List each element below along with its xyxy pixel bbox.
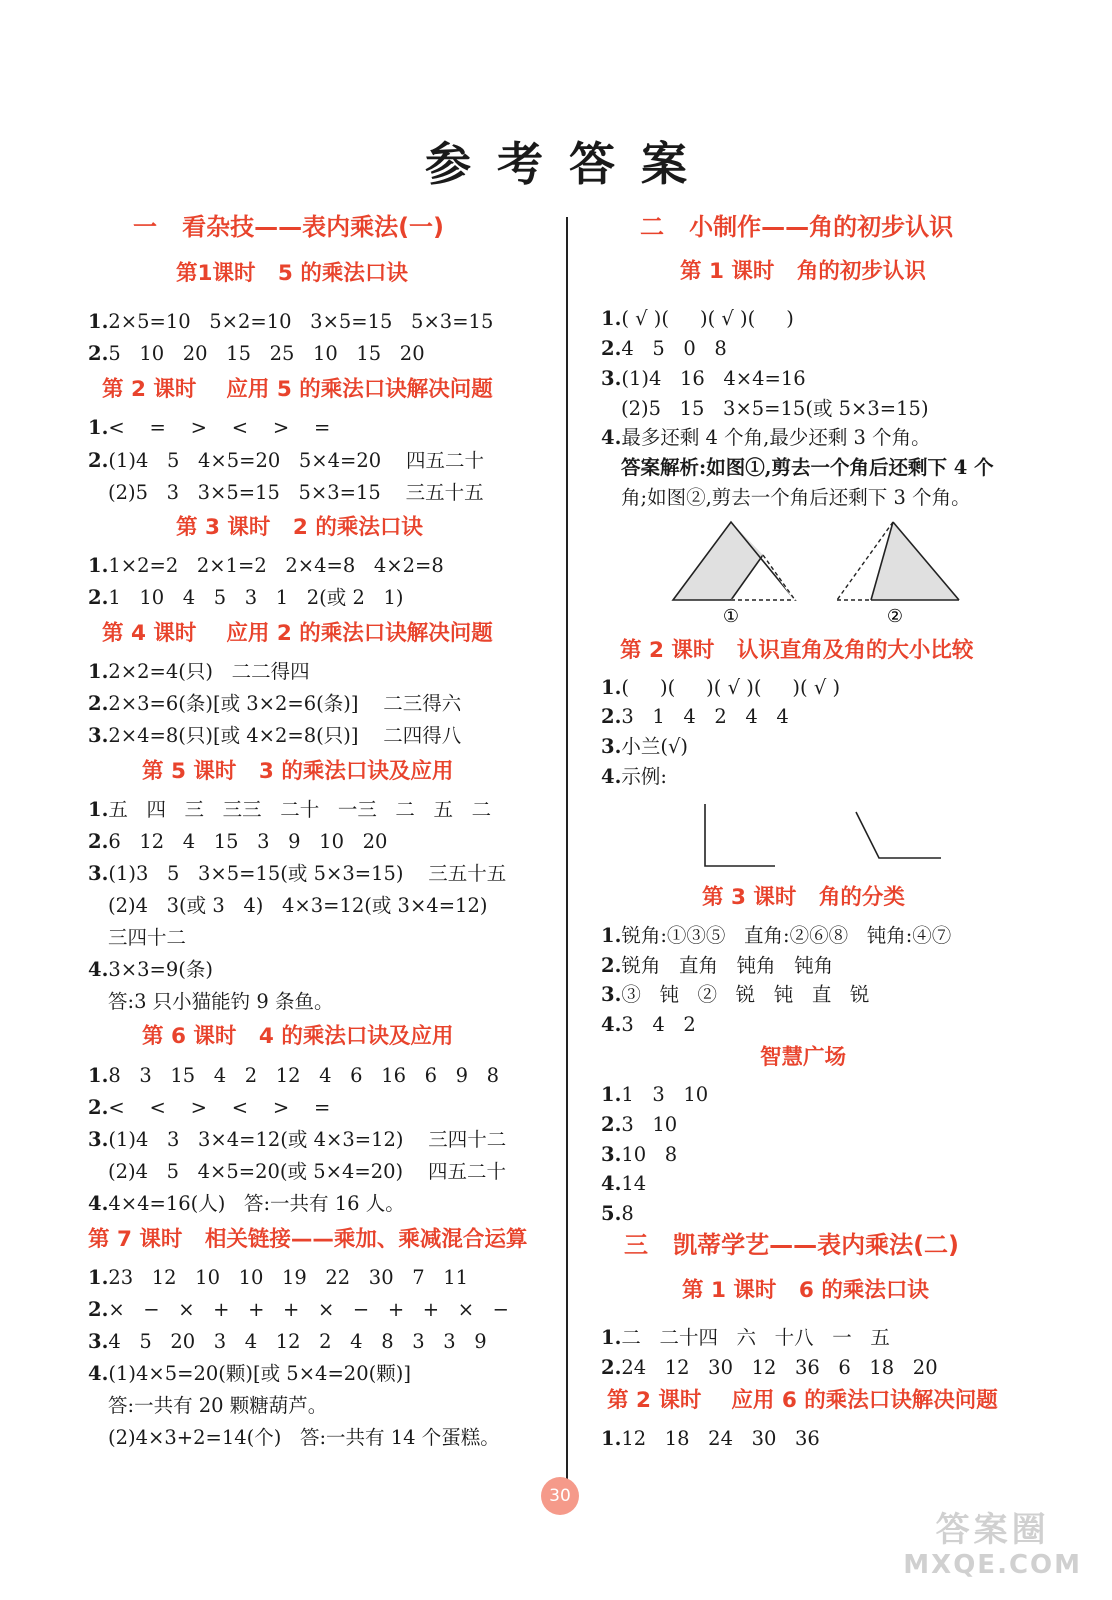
watermark-text: 答案圈	[935, 1510, 1050, 1550]
answer-line: 2.24 12 30 12 36 6 18 20	[601, 1356, 938, 1379]
answer-line: 2.2×3=6(条)[或 3×2=6(条)] 二三得六	[88, 692, 462, 715]
answer-line: 1.12 18 24 30 36	[601, 1427, 820, 1450]
answer-line: 1.23 12 10 10 19 22 30 7 11	[88, 1266, 469, 1289]
watermark-url: MXQE.COM	[903, 1550, 1082, 1580]
answer-line: 2.3 1 4 2 4 4	[601, 705, 789, 728]
answer-explanation: 角;如图②,剪去一个角后还剩下 3 个角。	[621, 486, 971, 509]
answer-line: 2.5 10 20 15 25 10 15 20	[88, 342, 425, 365]
right-angle-example	[705, 804, 775, 866]
answer-line: 答:3 只小猫能钓 9 条鱼。	[108, 990, 334, 1013]
answer-line: 2.3 10	[601, 1113, 678, 1136]
answer-line: 4.最多还剩 4 个角,最少还剩 3 个角。	[601, 426, 931, 449]
watermark	[903, 1510, 1082, 1580]
answer-line: 1.8 3 15 4 2 12 4 6 16 6 9 8	[88, 1064, 500, 1087]
triangle-figure-2	[837, 522, 959, 600]
answer-line: 2.(1)4 5 4×5=20 5×4=20 四五二十	[88, 449, 484, 472]
lesson-5-heading: 第 5 课时 3 的乘法口诀及应用	[142, 759, 454, 784]
answer-line: 1.1×2=2 2×1=2 2×4=8 4×2=8	[88, 554, 444, 577]
answer-line: 4.3×3=9(条)	[88, 958, 213, 981]
answer-line: 3.③ 钝 ② 锐 钝 直 锐	[601, 983, 870, 1006]
lesson-1-heading: 第 1 课时 角的初步认识	[680, 259, 926, 284]
answer-line: 3.10 8	[601, 1143, 678, 1166]
answer-line: 1.< = > < > =	[88, 416, 331, 439]
answer-line: (2)4 5 4×5=20(或 5×4=20) 四五二十	[108, 1160, 506, 1183]
answer-line: 三四十二	[108, 926, 187, 949]
lesson-2-heading: 第 2 课时 应用 5 的乘法口诀解决问题	[102, 377, 493, 402]
answer-line: 1.锐角:①③⑤ 直角:②⑥⑧ 钝角:④⑦	[601, 924, 952, 947]
triangle-figure-1	[673, 522, 795, 600]
answer-explanation: 答案解析:如图①,剪去一个角后还剩下 4 个	[621, 456, 994, 479]
lesson-1-heading: 第1课时 5 的乘法口诀	[176, 261, 408, 286]
cut-triangle-figures	[671, 518, 971, 626]
answer-line: 3.2×4=8(只)[或 4×2=8(只)] 二四得八	[88, 724, 462, 747]
answer-line: 3.小兰(√)	[601, 735, 689, 758]
answer-line: 1.( √ )( )( √ )( )	[601, 307, 794, 330]
chapter-3-heading: 三 凯蒂学艺——表内乘法(二)	[624, 1231, 960, 1259]
answer-line: 1.1 3 10	[601, 1083, 709, 1106]
wisdom-square-heading: 智慧广场	[760, 1045, 847, 1070]
answer-line: 1.( )( )( √ )( )( √ )	[601, 676, 841, 699]
answer-line: 3.4 5 20 3 4 12 2 4 8 3 3 9	[88, 1330, 487, 1353]
answer-line: 2.< < > < > =	[88, 1096, 331, 1119]
answer-line: (2)4 3(或 3 4) 4×3=12(或 3×4=12)	[108, 894, 488, 917]
answer-line: 2.× − × + + + × − + + × −	[88, 1298, 509, 1321]
figure-1-label: ①	[722, 606, 740, 626]
obtuse-angle-example	[856, 812, 941, 858]
answer-line: 4.3 4 2	[601, 1013, 696, 1036]
chapter-2-heading: 二 小制作——角的初步认识	[640, 213, 954, 241]
answer-line: 1.2×2=4(只) 二二得四	[88, 660, 310, 683]
answer-line: (2)4×3+2=14(个) 答:一共有 14 个蛋糕。	[108, 1426, 500, 1449]
page-number: 30	[541, 1477, 579, 1515]
answer-line: 4.示例:	[601, 765, 667, 788]
answer-line: 4.14	[601, 1172, 647, 1195]
answer-line: 1.五 四 三 三三 二十 一三 二 五 二	[88, 798, 492, 821]
answer-line: 2.6 12 4 15 3 9 10 20	[88, 830, 388, 853]
lesson-2-heading: 第 2 课时 认识直角及角的大小比较	[620, 638, 974, 663]
answer-line: 2.4 5 0 8	[601, 337, 727, 360]
lesson-4-heading: 第 4 课时 应用 2 的乘法口诀解决问题	[102, 621, 493, 646]
lesson-7-heading: 第 7 课时 相关链接——乘加、乘减混合运算	[88, 1227, 528, 1252]
answer-line: 2.锐角 直角 钝角 钝角	[601, 954, 834, 977]
answer-line: 1.二 二十四 六 十八 一 五	[601, 1326, 890, 1349]
lesson-3-heading: 第 3 课时 2 的乘法口诀	[176, 515, 423, 540]
lesson-6-heading: 第 6 课时 4 的乘法口诀及应用	[142, 1024, 454, 1049]
lesson-3-heading: 第 3 课时 角的分类	[702, 885, 905, 910]
answer-line: 4.(1)4×5=20(颗)[或 5×4=20(颗)]	[88, 1362, 411, 1385]
lesson-1-heading: 第 1 课时 6 的乘法口诀	[682, 1278, 929, 1303]
example-angles-figure	[701, 798, 951, 868]
answer-line: 3.(1)4 3 3×4=12(或 4×3=12) 三四十二	[88, 1128, 507, 1151]
answer-line: 4.4×4=16(人) 答:一共有 16 人。	[88, 1192, 405, 1215]
answer-line: 答:一共有 20 颗糖葫芦。	[108, 1394, 328, 1417]
column-divider	[566, 217, 568, 1482]
page-title: 参考答案	[425, 137, 713, 191]
answer-line: 5.8	[601, 1202, 634, 1225]
answer-line: 1.2×5=10 5×2=10 3×5=15 5×3=15	[88, 310, 494, 333]
answer-line: 3.(1)4 16 4×4=16	[601, 367, 806, 390]
figure-2-label: ②	[886, 606, 904, 626]
answer-line: 2.1 10 4 5 3 1 2(或 2 1)	[88, 586, 404, 609]
chapter-1-heading: 一 看杂技——表内乘法(一)	[133, 213, 445, 241]
answer-line: 3.(1)3 5 3×5=15(或 5×3=15) 三五十五	[88, 862, 507, 885]
lesson-2-heading: 第 2 课时 应用 6 的乘法口诀解决问题	[607, 1388, 998, 1413]
answer-line: (2)5 15 3×5=15(或 5×3=15)	[621, 397, 929, 420]
answer-line: (2)5 3 3×5=15 5×3=15 三五十五	[108, 481, 484, 504]
